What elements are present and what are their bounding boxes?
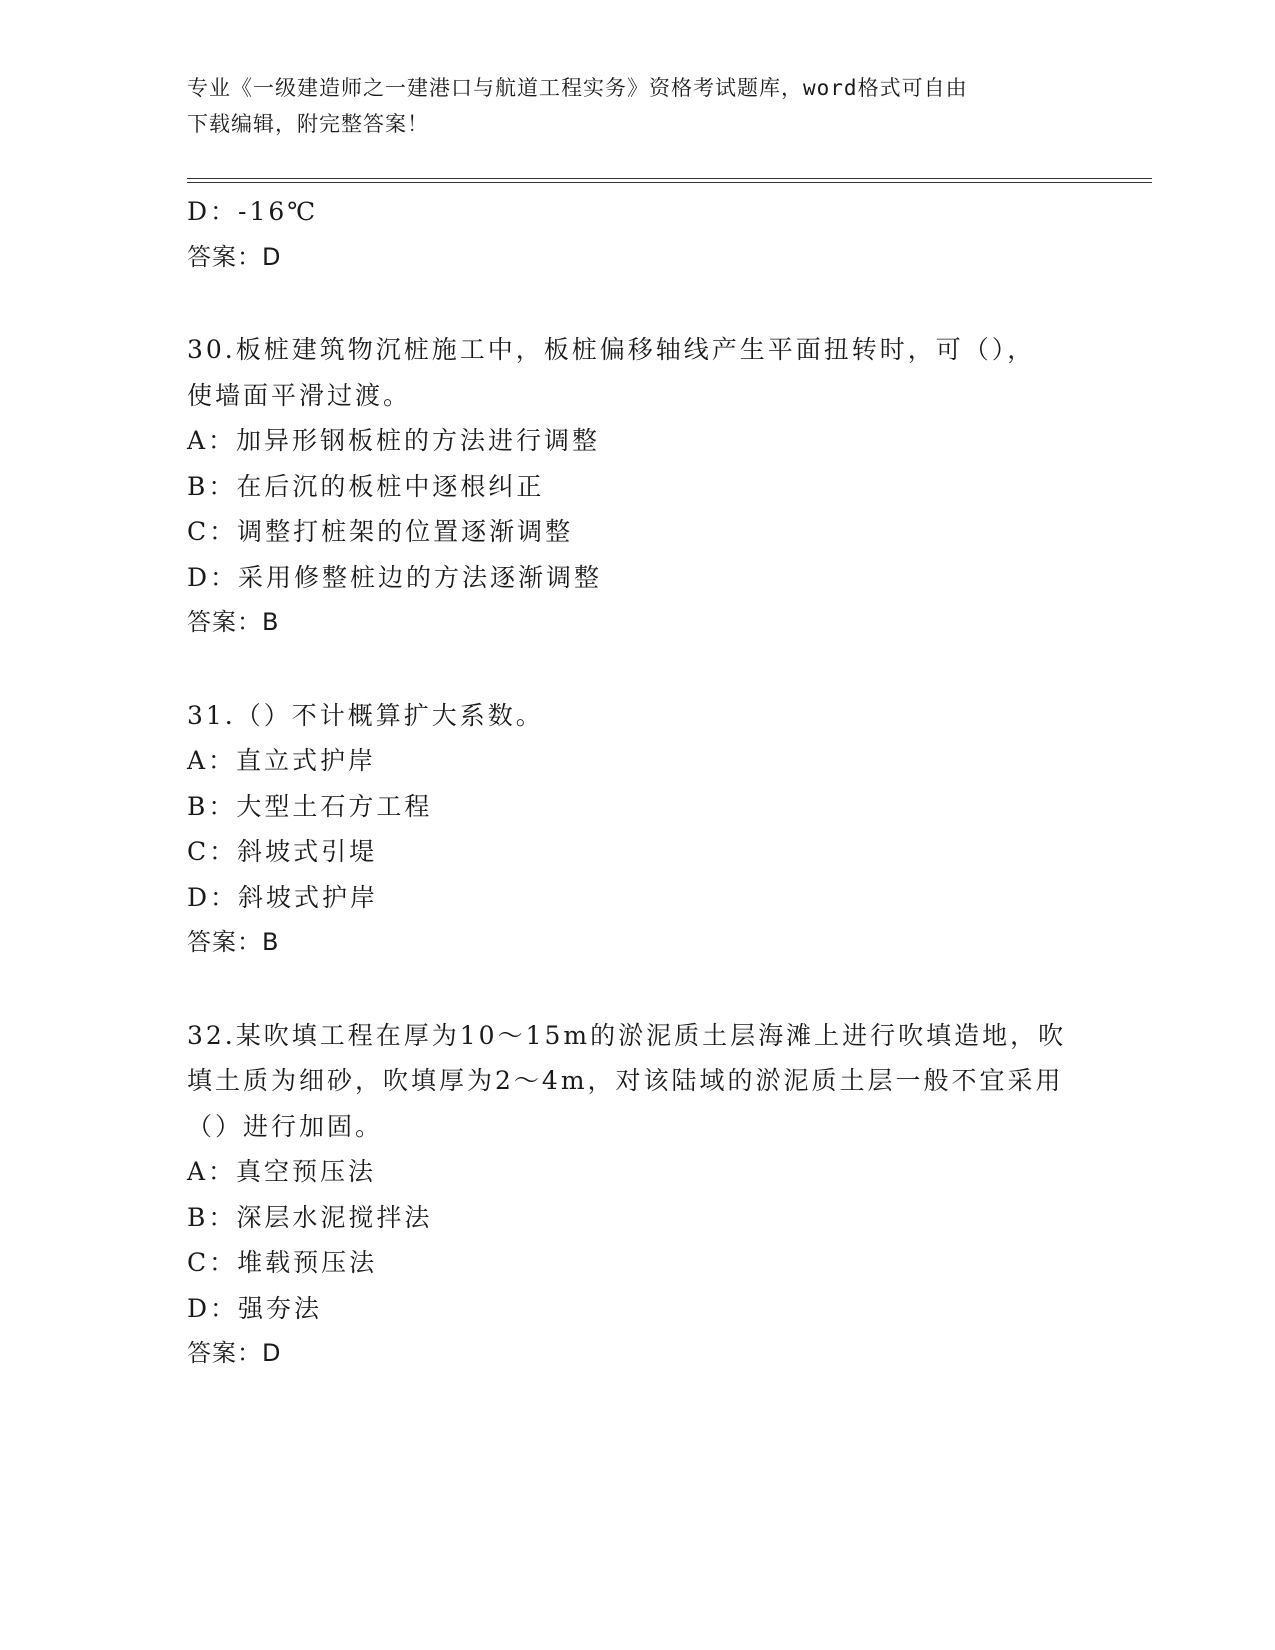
header-divider-double <box>187 182 1152 183</box>
option-a: A：加异形钢板桩的方法进行调整 <box>187 426 601 455</box>
spacer <box>187 966 1087 1013</box>
header-line-1: 专业《一级建造师之一建港口与航道工程实务》资格考试题库，word格式可自由 <box>187 76 968 100</box>
question-block <box>187 327 1087 646</box>
spacer <box>187 280 1087 327</box>
option-d: D：强夯法 <box>187 1293 323 1323</box>
option-b: B：深层水泥搅拌法 <box>187 1202 433 1232</box>
option-c: C：调整打桩架的位置逐渐调整 <box>187 517 574 546</box>
option-a: A：直立式护岸 <box>187 746 377 775</box>
spacer <box>187 646 1087 693</box>
header-line-2: 下载编辑，附完整答案！ <box>187 112 429 136</box>
option-d: D：斜坡式护岸 <box>187 882 379 912</box>
option-d: D：-16℃ <box>187 197 319 226</box>
option-b: B：在后沉的板桩中逐根纠正 <box>187 471 545 501</box>
page-header <box>187 70 1087 142</box>
option-c: C：斜坡式引堤 <box>187 837 378 866</box>
answer-text: 答案：D <box>187 1339 282 1367</box>
question-list <box>187 189 1087 1377</box>
stem-line: 30.板桩建筑物沉桩施工中，板桩偏移轴线产生平面扭转时，可（）， <box>187 335 1036 364</box>
question-stem <box>187 327 1087 418</box>
stem-line: 31.（）不计概算扩大系数。 <box>187 700 544 730</box>
stem-line: 使墙面平滑过渡。 <box>187 380 412 410</box>
question-block <box>187 1013 1087 1377</box>
option-b: B：大型土石方工程 <box>187 791 433 821</box>
stem-line: （）进行加固。 <box>187 1111 384 1141</box>
answer-text: 答案：B <box>187 928 280 956</box>
option-a: A：真空预压法 <box>187 1157 377 1186</box>
question-block <box>187 693 1087 966</box>
question-stem <box>187 693 1087 739</box>
answer-text: 答案：B <box>187 608 280 636</box>
header-divider <box>187 178 1152 179</box>
answer-text: 答案：D <box>187 242 282 271</box>
question-stem <box>187 1013 1087 1150</box>
stem-line: 填土质为细砂，吹填厚为2～4m，对该陆域的淤泥质土层一般不宜采用 <box>187 1066 1064 1095</box>
stem-line: 32.某吹填工程在厚为10～15m的淤泥质土层海滩上进行吹填造地，吹 <box>187 1020 1067 1050</box>
option-c: C：堆载预压法 <box>187 1248 378 1277</box>
option-d: D：采用修整桩边的方法逐渐调整 <box>187 562 603 592</box>
